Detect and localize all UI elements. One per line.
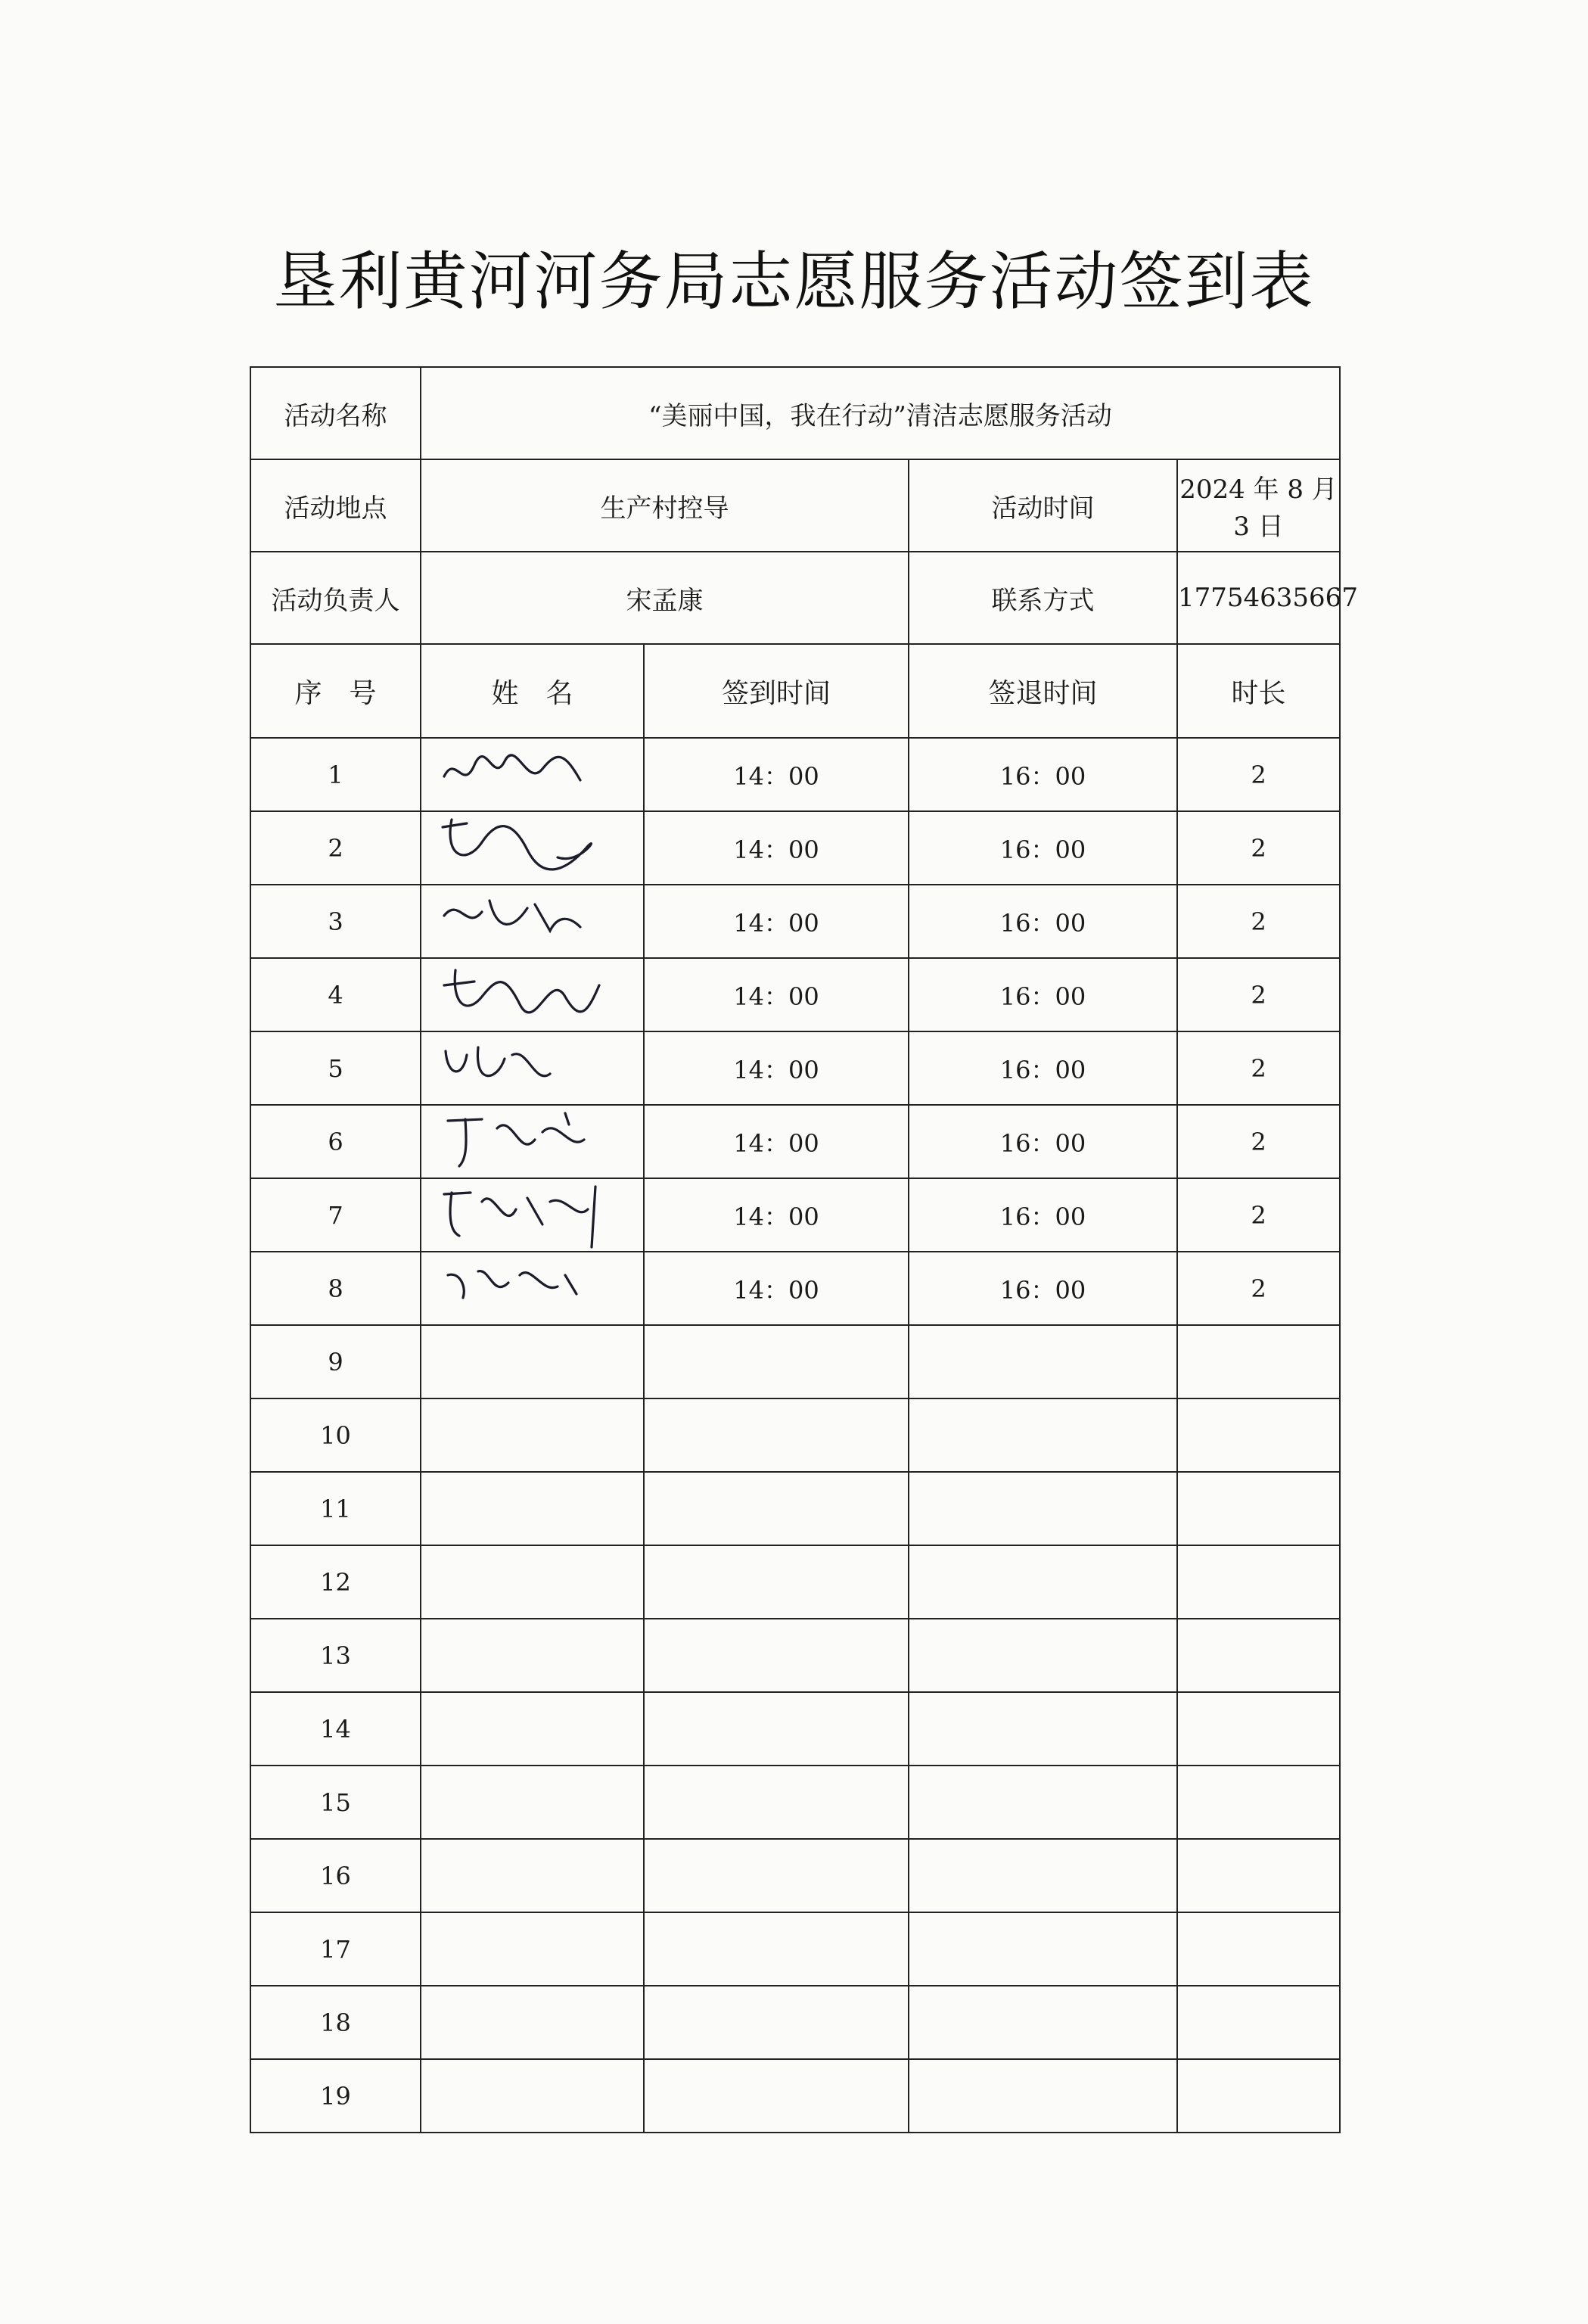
table-row — [250, 958, 1340, 1031]
sign-in-time — [644, 1619, 909, 1692]
signature-cell — [421, 811, 644, 885]
time-value: 2024 年 8 月 3 日 — [1177, 459, 1340, 552]
sign-out-time — [909, 2059, 1177, 2133]
row-number: 7 — [250, 1178, 421, 1252]
column-header-sign-in: 签到时间 — [644, 644, 909, 738]
sign-out-time — [909, 1766, 1177, 1839]
duration — [1177, 1398, 1340, 1472]
signature-stroke — [444, 970, 599, 1013]
signature-cell — [421, 1912, 644, 1986]
sign-in-time — [644, 1692, 909, 1766]
table-row — [250, 1325, 1340, 1398]
sign-out-time — [909, 1472, 1177, 1545]
signature-stroke — [446, 1047, 550, 1076]
sign-out-time: 16：00 — [909, 1178, 1177, 1252]
duration: 2 — [1177, 811, 1340, 885]
sign-in-time — [644, 1325, 909, 1398]
column-header-duration: 时长 — [1177, 644, 1340, 738]
sign-out-time — [909, 1912, 1177, 1986]
duration — [1177, 1545, 1340, 1619]
sign-in-time — [644, 2059, 909, 2133]
signature-cell — [421, 1398, 644, 1472]
duration: 2 — [1177, 1031, 1340, 1105]
sign-in-time: 14：00 — [644, 738, 909, 811]
sign-in-time: 14：00 — [644, 885, 909, 958]
table-row — [250, 1398, 1340, 1472]
row-number: 3 — [250, 885, 421, 958]
signature-cell — [421, 1105, 644, 1178]
sign-out-time — [909, 1839, 1177, 1912]
duration — [1177, 1766, 1340, 1839]
leader-label: 活动负责人 — [250, 552, 421, 644]
row-number: 1 — [250, 738, 421, 811]
sign-in-time — [644, 1545, 909, 1619]
handwritten-signature — [437, 739, 611, 810]
row-number: 19 — [250, 2059, 421, 2133]
signature-cell — [421, 1031, 644, 1105]
row-number: 14 — [250, 1692, 421, 1766]
handwritten-signature — [437, 1106, 611, 1178]
row-number: 17 — [250, 1912, 421, 1986]
leader-contact-row — [250, 552, 1340, 644]
contact-label: 联系方式 — [909, 552, 1177, 644]
sign-in-time: 14：00 — [644, 1252, 909, 1325]
table-row — [250, 1986, 1340, 2059]
sign-out-time — [909, 1325, 1177, 1398]
row-number: 15 — [250, 1766, 421, 1839]
signature-cell — [421, 1692, 644, 1766]
duration — [1177, 1839, 1340, 1912]
activity-name-row — [250, 367, 1340, 459]
duration — [1177, 1986, 1340, 2059]
location-value: 生产村控导 — [421, 459, 909, 552]
duration — [1177, 1325, 1340, 1398]
table-row — [250, 1472, 1340, 1545]
row-number: 10 — [250, 1398, 421, 1472]
signature-cell — [421, 2059, 644, 2133]
table-row — [250, 1252, 1340, 1325]
signature-cell — [421, 1619, 644, 1692]
handwritten-signature — [437, 885, 611, 957]
sign-in-time — [644, 1839, 909, 1912]
time-label: 活动时间 — [909, 459, 1177, 552]
duration: 2 — [1177, 885, 1340, 958]
sign-in-time: 14：00 — [644, 1031, 909, 1105]
sign-in-time: 14：00 — [644, 958, 909, 1031]
row-number: 13 — [250, 1619, 421, 1692]
signature-cell — [421, 1986, 644, 2059]
row-number: 12 — [250, 1545, 421, 1619]
signature-stroke — [444, 901, 580, 931]
sign-in-time — [644, 1472, 909, 1545]
signature-cell — [421, 958, 644, 1031]
table-row — [250, 1619, 1340, 1692]
sign-in-time — [644, 1766, 909, 1839]
column-header-sign-out: 签退时间 — [909, 644, 1177, 738]
column-header-name: 姓 名 — [421, 644, 644, 738]
sign-in-time — [644, 1986, 909, 2059]
signature-cell — [421, 1178, 644, 1252]
row-number: 2 — [250, 811, 421, 885]
sign-in-time: 14：00 — [644, 1178, 909, 1252]
table-row — [250, 885, 1340, 958]
row-number: 5 — [250, 1031, 421, 1105]
attendance-section — [250, 644, 1340, 2133]
sign-out-time: 16：00 — [909, 1105, 1177, 1178]
row-number: 16 — [250, 1839, 421, 1912]
table-row — [250, 1545, 1340, 1619]
sign-out-time: 16：00 — [909, 885, 1177, 958]
table-row — [250, 811, 1340, 885]
handwritten-signature — [437, 1032, 611, 1104]
handwritten-signature — [437, 959, 611, 1031]
location-label: 活动地点 — [250, 459, 421, 552]
row-number: 18 — [250, 1986, 421, 2059]
row-number: 11 — [250, 1472, 421, 1545]
sign-out-time: 16：00 — [909, 958, 1177, 1031]
signature-stroke — [448, 1113, 584, 1166]
handwritten-signature — [437, 1179, 611, 1251]
sign-in-time: 14：00 — [644, 811, 909, 885]
sign-in-time — [644, 1912, 909, 1986]
handwritten-signature — [437, 1252, 611, 1324]
signature-stroke — [448, 1271, 576, 1298]
duration: 2 — [1177, 1178, 1340, 1252]
sign-out-time: 16：00 — [909, 811, 1177, 885]
signature-cell — [421, 1545, 644, 1619]
signature-cell — [421, 1766, 644, 1839]
table-row — [250, 1178, 1340, 1252]
duration — [1177, 2059, 1340, 2133]
signature-stroke — [444, 755, 580, 780]
row-number: 4 — [250, 958, 421, 1031]
sign-in-table — [250, 366, 1358, 2133]
table-row — [250, 1912, 1340, 1986]
duration: 2 — [1177, 738, 1340, 811]
signature-cell — [421, 1252, 644, 1325]
table-row — [250, 2059, 1340, 2133]
row-number: 9 — [250, 1325, 421, 1398]
sign-in-time — [644, 1398, 909, 1472]
signature-stroke — [443, 820, 591, 870]
signature-cell — [421, 738, 644, 811]
sign-out-time — [909, 1545, 1177, 1619]
table-row — [250, 1031, 1340, 1105]
info-section — [250, 367, 1358, 644]
table-row — [250, 1766, 1340, 1839]
sign-out-time — [909, 1692, 1177, 1766]
sign-out-time — [909, 1619, 1177, 1692]
duration: 2 — [1177, 1252, 1340, 1325]
sign-out-time: 16：00 — [909, 738, 1177, 811]
signature-cell — [421, 1325, 644, 1398]
duration — [1177, 1619, 1340, 1692]
duration — [1177, 1472, 1340, 1545]
column-header-no: 序 号 — [250, 644, 421, 738]
duration — [1177, 1912, 1340, 1986]
sign-in-time: 14：00 — [644, 1105, 909, 1178]
table-row — [250, 1105, 1340, 1178]
signature-cell — [421, 885, 644, 958]
duration: 2 — [1177, 958, 1340, 1031]
activity-name-value: “美丽中国，我在行动”清洁志愿服务活动 — [421, 367, 1340, 459]
duration — [1177, 1692, 1340, 1766]
duration: 2 — [1177, 1105, 1340, 1178]
row-number: 8 — [250, 1252, 421, 1325]
leader-value: 宋孟康 — [421, 552, 909, 644]
location-time-row — [250, 459, 1340, 552]
table-row — [250, 1839, 1340, 1912]
page-title: 垦利黄河河务局志愿服务活动签到表 — [273, 244, 1315, 319]
table-row — [250, 1692, 1340, 1766]
signature-cell — [421, 1472, 644, 1545]
table-row — [250, 738, 1340, 811]
signature-cell — [421, 1839, 644, 1912]
sign-out-time: 16：00 — [909, 1031, 1177, 1105]
signature-stroke — [444, 1187, 595, 1247]
sign-out-time — [909, 1986, 1177, 2059]
row-number: 6 — [250, 1105, 421, 1178]
contact-value: 17754635667 — [1177, 552, 1340, 644]
column-header-row — [250, 644, 1340, 738]
handwritten-signature — [437, 812, 611, 884]
sign-out-time: 16：00 — [909, 1252, 1177, 1325]
sign-out-time — [909, 1398, 1177, 1472]
activity-name-label: 活动名称 — [250, 367, 421, 459]
